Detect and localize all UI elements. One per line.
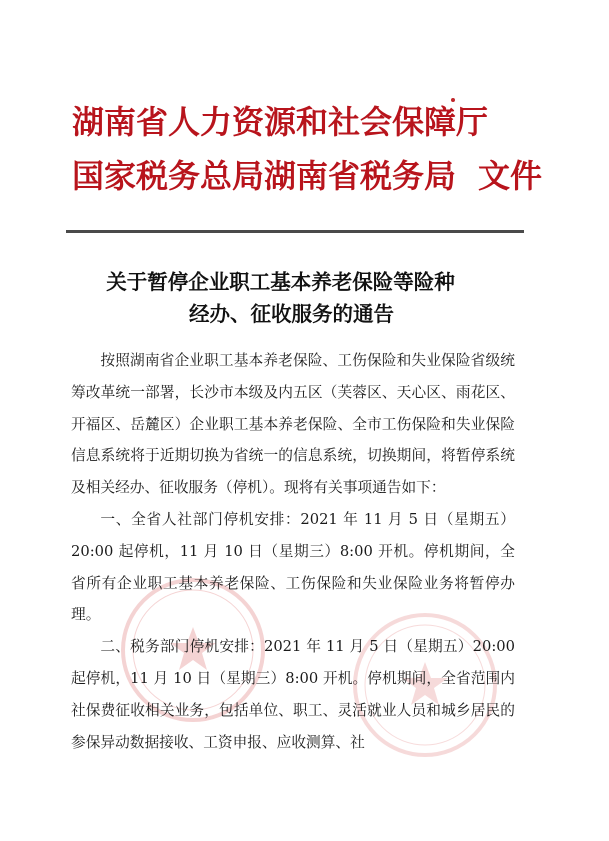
notice-title-line-1: 关于暂停企业职工基本养老保险等险种 bbox=[106, 270, 455, 294]
paragraph-item-2: 二、税务部门停机安排：2021 年 11 月 5 日（星期五）20:00 起停机，11 月 10 日（星期三）8:00 开机。停机期间，全省范围内社保费征收相关业务，包括单位、职工、灵活就业人员和城乡居民的参保异动数据接收、工资申报、应收测算、社 bbox=[71, 638, 515, 751]
notice-body bbox=[71, 345, 515, 758]
header-divider bbox=[66, 230, 524, 233]
issuer-line-2 bbox=[72, 156, 542, 196]
issuer-line-1: 湖南省人力资源和社会保障厅 bbox=[72, 103, 489, 141]
document-word: 文件 bbox=[478, 157, 543, 195]
notice-title-line-2: 经办、征收服务的通告 bbox=[189, 302, 394, 326]
paragraph-intro: 按照湖南省企业职工基本养老保险、工伤保险和失业保险省级统筹改革统一部署，长沙市本级及内五区（芙蓉区、天心区、雨花区、开福区、岳麓区）企业职工基本养老保险、全市工伤保险和失业保险信息系统将于近期切换为省统一的信息系统，切换期间，将暂停系统及相关经办、征收服务（停机）。现将有关事项通告如下： bbox=[71, 352, 515, 497]
paragraph-item-1: 一、全省人社部门停机安排：2021 年 11 月 5 日（星期五）20:00 起停机，11 月 10 日（星期三）8:00 开机。停机期间，全省所有企业职工基本养老保险、工伤保险和失业保险业务将暂停办理。 bbox=[71, 510, 515, 624]
issuer-line-2-text: 国家税务总局湖南省税务局 bbox=[72, 157, 457, 195]
red-dot-mark bbox=[451, 98, 455, 102]
